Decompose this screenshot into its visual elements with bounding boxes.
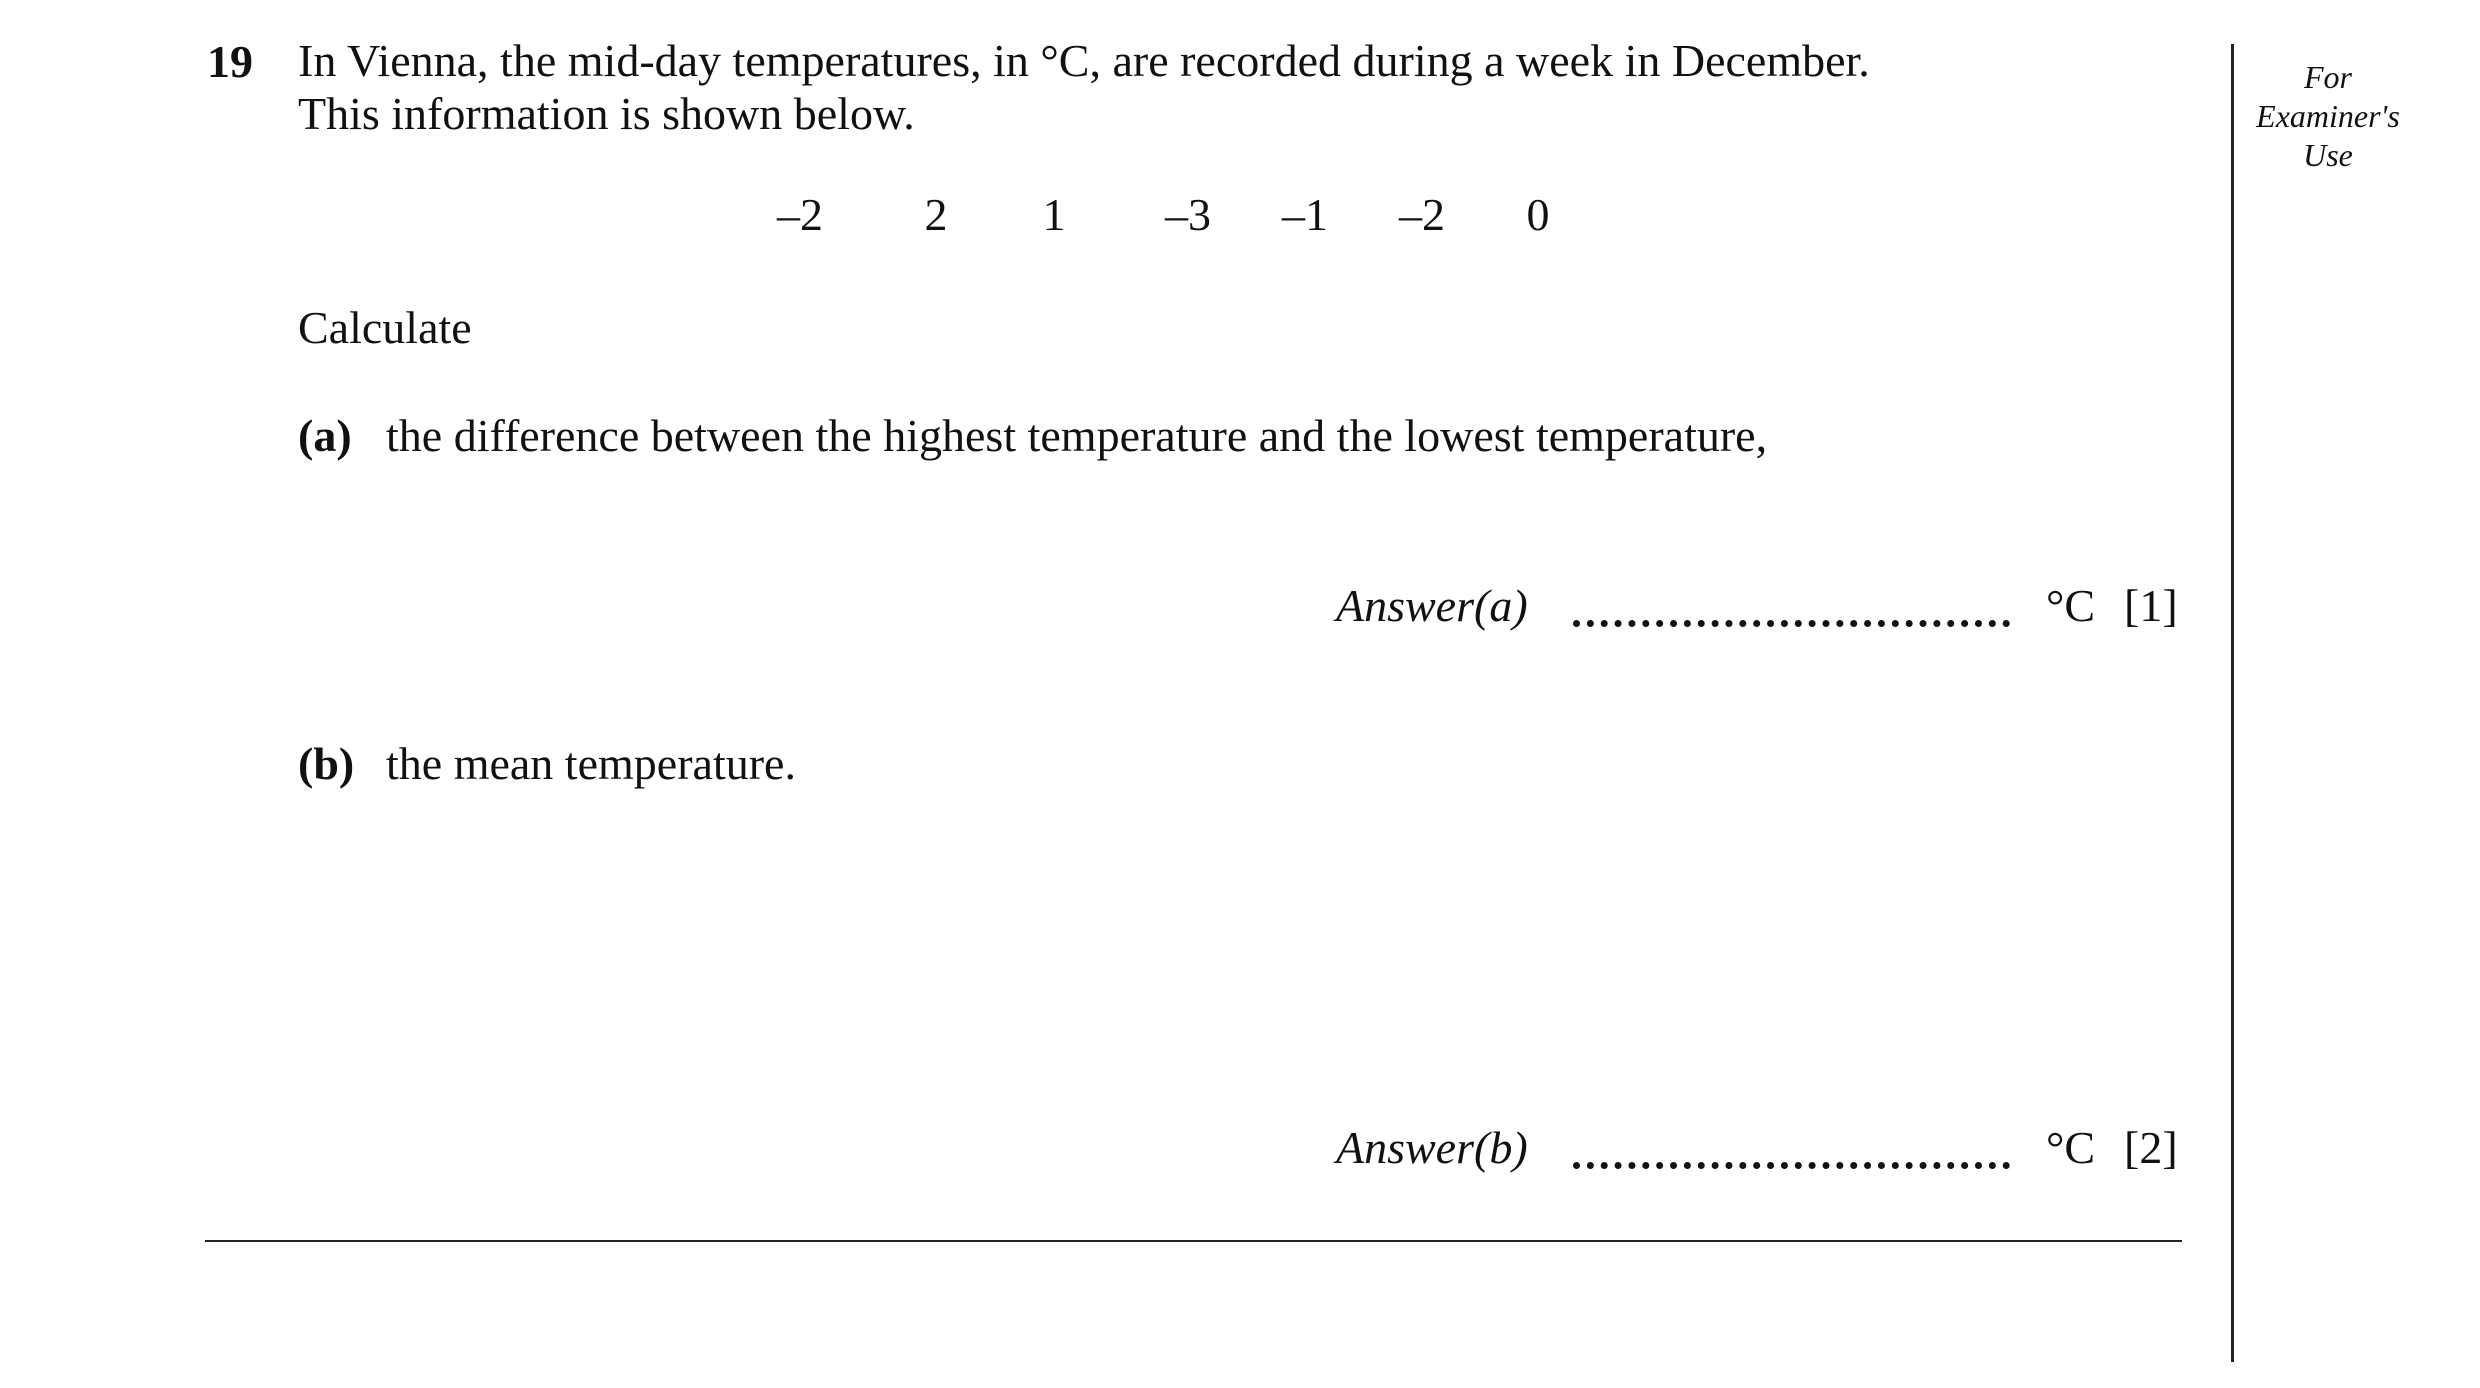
examiner-line-2: Examiner's — [2256, 98, 2400, 134]
instruction-text: Calculate — [298, 302, 472, 353]
answer-a-label: Answer(a) — [1336, 580, 1528, 631]
examiner-margin-rule — [2231, 44, 2234, 1362]
question-stem — [298, 34, 1870, 140]
temperature-value: 0 — [1526, 189, 1550, 240]
part-b-text: the mean temperature. — [386, 738, 796, 789]
question-number: 19 — [207, 36, 253, 87]
temperature-value: –2 — [1399, 189, 1445, 240]
part-a-text: the difference between the highest temperature and the lowest temperature, — [386, 410, 1768, 461]
temperature-value: –2 — [777, 189, 823, 240]
temperature-value: –3 — [1165, 189, 1211, 240]
answer-b-marks: [2] — [2124, 1122, 2178, 1173]
temperature-list — [0, 188, 2480, 258]
answer-b-line[interactable] — [1573, 1162, 2010, 1169]
temperature-value: 1 — [1042, 189, 1066, 240]
answer-a-unit: °C — [2046, 580, 2096, 631]
stem-line-2: This information is shown below. — [298, 88, 915, 139]
examiner-line-1: For — [2304, 59, 2352, 95]
section-divider — [205, 1240, 2182, 1242]
temperature-value: 2 — [924, 189, 948, 240]
part-a-label: (a) — [298, 410, 352, 461]
part-b-label: (b) — [298, 738, 355, 789]
answer-a-marks: [1] — [2124, 580, 2178, 631]
answer-b-label: Answer(b) — [1336, 1122, 1528, 1173]
examiner-use-label — [2240, 58, 2416, 175]
temperature-value: –1 — [1282, 189, 1328, 240]
examiner-line-3: Use — [2303, 137, 2353, 173]
answer-b-unit: °C — [2046, 1122, 2096, 1173]
stem-line-1: In Vienna, the mid-day temperatures, in °C, are recorded during a week in December. — [298, 35, 1870, 86]
answer-a-line[interactable] — [1573, 620, 2010, 627]
